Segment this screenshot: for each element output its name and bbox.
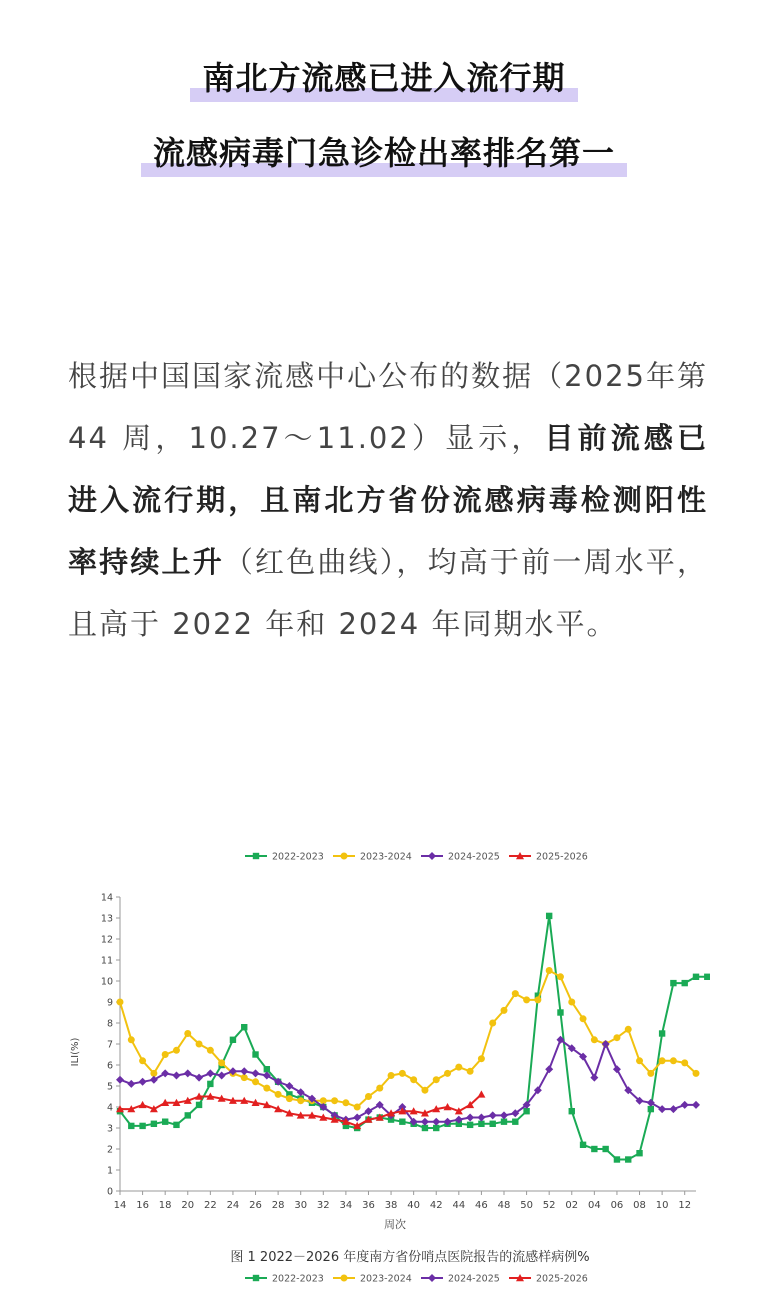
data-point xyxy=(670,1057,677,1064)
data-point xyxy=(172,1072,180,1080)
data-point xyxy=(184,1069,192,1077)
data-point xyxy=(613,1065,621,1073)
data-point xyxy=(512,1119,518,1125)
data-point xyxy=(218,1072,226,1080)
data-point xyxy=(128,1123,134,1129)
data-point xyxy=(444,1070,451,1077)
legend-swatch-marker xyxy=(341,1275,348,1282)
data-point xyxy=(139,1101,147,1108)
data-point xyxy=(501,1007,508,1014)
legend-swatch-marker xyxy=(253,1275,259,1281)
data-point xyxy=(139,1078,147,1086)
x-tick-label: 26 xyxy=(249,1200,262,1211)
legend-item xyxy=(509,1274,588,1285)
data-point xyxy=(614,1156,620,1162)
data-point xyxy=(342,1099,349,1106)
x-tick-label: 24 xyxy=(226,1200,240,1211)
x-tick-label: 22 xyxy=(203,1200,217,1211)
data-point xyxy=(353,1114,361,1122)
y-tick-label: 6 xyxy=(106,1060,113,1072)
data-point xyxy=(421,1087,428,1094)
data-point xyxy=(681,1059,688,1066)
x-tick-label: 44 xyxy=(452,1200,466,1211)
data-point xyxy=(116,1076,124,1084)
x-tick-label: 28 xyxy=(271,1200,285,1211)
x-tick-label: 46 xyxy=(475,1200,488,1211)
x-tick-label: 12 xyxy=(678,1200,692,1211)
y-tick-label: 5 xyxy=(106,1081,113,1093)
data-point xyxy=(433,1076,440,1083)
legend-label: 2024-2025 xyxy=(448,851,500,863)
series-2024-2025 xyxy=(116,1036,700,1126)
data-point xyxy=(127,1080,135,1088)
body-paragraph xyxy=(68,345,708,655)
legend-label: 2023-2024 xyxy=(360,1273,412,1285)
y-tick-label: 13 xyxy=(100,913,113,925)
data-point xyxy=(297,1097,304,1104)
legend-item xyxy=(333,1274,412,1285)
data-point xyxy=(297,1088,305,1096)
x-tick-label: 40 xyxy=(407,1200,421,1211)
headline-line-1-text: 南北方流感已进入流行期 xyxy=(190,58,577,98)
data-point xyxy=(613,1034,620,1041)
chart-svg xyxy=(60,840,710,1290)
headline-line-2-text: 流感病毒门急诊检出率排名第一 xyxy=(141,133,627,173)
legend-swatch-marker xyxy=(341,853,348,860)
data-point xyxy=(477,1090,485,1097)
data-point xyxy=(568,999,575,1006)
data-point xyxy=(467,1068,474,1075)
data-point xyxy=(545,1065,553,1073)
x-tick-label: 20 xyxy=(181,1200,195,1211)
y-axis-label: ILI(%) xyxy=(70,1037,81,1067)
data-point xyxy=(252,1069,260,1077)
x-tick-label: 42 xyxy=(429,1200,443,1211)
data-point xyxy=(602,1040,610,1048)
legend-label: 2023-2024 xyxy=(360,851,412,863)
data-point xyxy=(432,1118,440,1126)
chart-series xyxy=(116,913,710,1163)
chart-caption: 图 1 2022－2026 年度南方省份哨点医院报告的流感样病例% xyxy=(230,1250,590,1265)
x-tick-label: 04 xyxy=(587,1200,601,1211)
data-point xyxy=(263,1085,270,1092)
x-tick-label: 36 xyxy=(362,1200,375,1211)
y-tick-label: 10 xyxy=(100,976,113,988)
legend-swatch-marker xyxy=(428,852,436,860)
headline-line-2 xyxy=(0,133,768,173)
data-point xyxy=(658,1105,666,1113)
x-tick-label: 50 xyxy=(520,1200,533,1211)
data-point xyxy=(591,1146,597,1152)
data-point xyxy=(388,1072,395,1079)
data-point xyxy=(590,1074,598,1082)
data-point xyxy=(252,1078,259,1085)
data-point xyxy=(669,1105,677,1113)
data-point xyxy=(139,1057,146,1064)
data-point xyxy=(421,1118,429,1126)
legend-item xyxy=(245,852,324,863)
data-point xyxy=(500,1111,508,1119)
data-point xyxy=(399,1070,406,1077)
legend-label: 2022-2023 xyxy=(272,851,324,863)
ili-line-chart xyxy=(60,840,710,1290)
chart-axes xyxy=(101,893,696,1212)
data-point xyxy=(264,1066,270,1072)
data-point xyxy=(512,990,519,997)
data-point xyxy=(218,1059,225,1066)
data-point xyxy=(489,1111,497,1119)
x-tick-label: 18 xyxy=(158,1200,172,1211)
data-point xyxy=(546,967,553,974)
y-tick-label: 11 xyxy=(100,955,113,967)
y-tick-label: 2 xyxy=(106,1144,113,1156)
data-point xyxy=(478,1055,485,1062)
data-point xyxy=(569,1108,575,1114)
data-point xyxy=(682,980,688,986)
data-point xyxy=(693,1070,700,1077)
legend-bottom xyxy=(245,1274,588,1285)
headline-line-1 xyxy=(0,58,768,98)
data-point xyxy=(331,1097,338,1104)
data-point xyxy=(467,1122,473,1128)
data-point xyxy=(376,1085,383,1092)
legend-top xyxy=(245,852,588,863)
data-point xyxy=(354,1104,361,1111)
data-point xyxy=(693,974,699,980)
data-point xyxy=(207,1047,214,1054)
legend-item xyxy=(421,1274,500,1285)
data-point xyxy=(501,1119,507,1125)
data-point xyxy=(591,1036,598,1043)
data-point xyxy=(161,1069,169,1077)
data-point xyxy=(184,1030,191,1037)
legend-label: 2024-2025 xyxy=(448,1273,500,1285)
data-point xyxy=(557,973,564,980)
series-line xyxy=(120,971,696,1108)
data-point xyxy=(580,1142,586,1148)
x-tick-label: 48 xyxy=(497,1200,511,1211)
data-point xyxy=(422,1125,428,1131)
data-point xyxy=(455,1064,462,1071)
data-point xyxy=(173,1047,180,1054)
data-point xyxy=(636,1057,643,1064)
data-point xyxy=(230,1037,236,1043)
data-point xyxy=(117,999,124,1006)
y-tick-label: 7 xyxy=(106,1039,113,1051)
data-point xyxy=(240,1067,248,1075)
paragraph-segment-1: 根据中国国家流感中心公布的数据（2025年第 44 周，10.27～11.02）显示， xyxy=(68,359,708,455)
x-tick-label: 16 xyxy=(136,1200,149,1211)
data-point xyxy=(477,1114,485,1122)
y-tick-label: 14 xyxy=(100,892,113,904)
data-point xyxy=(128,1036,135,1043)
data-point xyxy=(185,1112,191,1118)
data-point xyxy=(602,1146,608,1152)
x-tick-label: 10 xyxy=(655,1200,669,1211)
data-point xyxy=(557,1009,563,1015)
data-point xyxy=(433,1125,439,1131)
data-point xyxy=(206,1069,214,1077)
legend-label: 2025-2026 xyxy=(536,1273,588,1285)
x-tick-label: 02 xyxy=(565,1200,579,1211)
data-point xyxy=(410,1076,417,1083)
series-2023-2024 xyxy=(117,967,700,1111)
y-tick-label: 9 xyxy=(106,997,113,1009)
legend-item xyxy=(245,1274,324,1285)
x-tick-label: 06 xyxy=(610,1200,624,1211)
data-point xyxy=(286,1095,293,1102)
x-tick-label: 52 xyxy=(542,1200,556,1211)
paragraph-segment-3: （红色曲线），均高于前一周水平，且高于 2022 年和 2024 年同期水平。 xyxy=(68,545,708,641)
data-point xyxy=(195,1074,203,1082)
data-point xyxy=(580,1015,587,1022)
x-tick-label: 38 xyxy=(384,1200,398,1211)
data-point xyxy=(365,1093,372,1100)
series-line xyxy=(120,1040,696,1122)
data-point xyxy=(523,996,530,1003)
data-point xyxy=(625,1156,631,1162)
x-tick-label: 30 xyxy=(294,1200,308,1211)
data-point xyxy=(647,1070,654,1077)
legend-label: 2022-2023 xyxy=(272,1273,324,1285)
data-point xyxy=(466,1114,474,1122)
data-point xyxy=(252,1051,258,1057)
data-point xyxy=(139,1123,145,1129)
data-point xyxy=(364,1107,372,1115)
data-point xyxy=(659,1057,666,1064)
data-point xyxy=(196,1102,202,1108)
legend-item xyxy=(421,852,500,863)
data-point xyxy=(173,1122,179,1128)
data-point xyxy=(478,1121,484,1127)
x-tick-label: 14 xyxy=(113,1200,127,1211)
data-point xyxy=(285,1082,293,1090)
x-tick-label: 08 xyxy=(633,1200,646,1211)
data-point xyxy=(636,1150,642,1156)
y-tick-label: 12 xyxy=(100,934,113,946)
data-point xyxy=(162,1051,169,1058)
y-tick-label: 4 xyxy=(106,1102,113,1114)
data-point xyxy=(150,1076,158,1084)
data-point xyxy=(546,913,552,919)
data-point xyxy=(647,1099,655,1107)
data-point xyxy=(207,1081,213,1087)
data-point xyxy=(489,1020,496,1027)
legend-item xyxy=(333,852,412,863)
x-tick-label: 34 xyxy=(339,1200,353,1211)
x-tick-label: 32 xyxy=(316,1200,330,1211)
data-point xyxy=(196,1041,203,1048)
data-point xyxy=(241,1024,247,1030)
data-point xyxy=(534,996,541,1003)
data-point xyxy=(704,974,710,980)
legend-swatch-marker xyxy=(428,1274,436,1282)
data-point xyxy=(625,1026,632,1033)
data-point xyxy=(162,1119,168,1125)
data-point xyxy=(670,980,676,986)
data-point xyxy=(681,1101,689,1109)
data-point xyxy=(151,1121,157,1127)
y-tick-label: 1 xyxy=(106,1165,113,1177)
legend-label: 2025-2026 xyxy=(536,851,588,863)
y-tick-label: 3 xyxy=(106,1123,113,1135)
legend-swatch-marker xyxy=(253,853,259,859)
data-point xyxy=(523,1108,529,1114)
data-point xyxy=(648,1106,654,1112)
x-axis-label: 周次 xyxy=(384,1218,406,1231)
data-point xyxy=(275,1091,282,1098)
data-point xyxy=(692,1101,700,1109)
data-point xyxy=(659,1030,665,1036)
paragraph-bold-segment: 目前流感已进入流行期，且南北方省份流感病毒检测阳性率持续上升 xyxy=(68,421,708,579)
y-tick-label: 0 xyxy=(106,1186,113,1198)
legend-item xyxy=(509,852,588,863)
data-point xyxy=(490,1121,496,1127)
y-tick-label: 8 xyxy=(106,1018,113,1030)
data-point xyxy=(399,1119,405,1125)
